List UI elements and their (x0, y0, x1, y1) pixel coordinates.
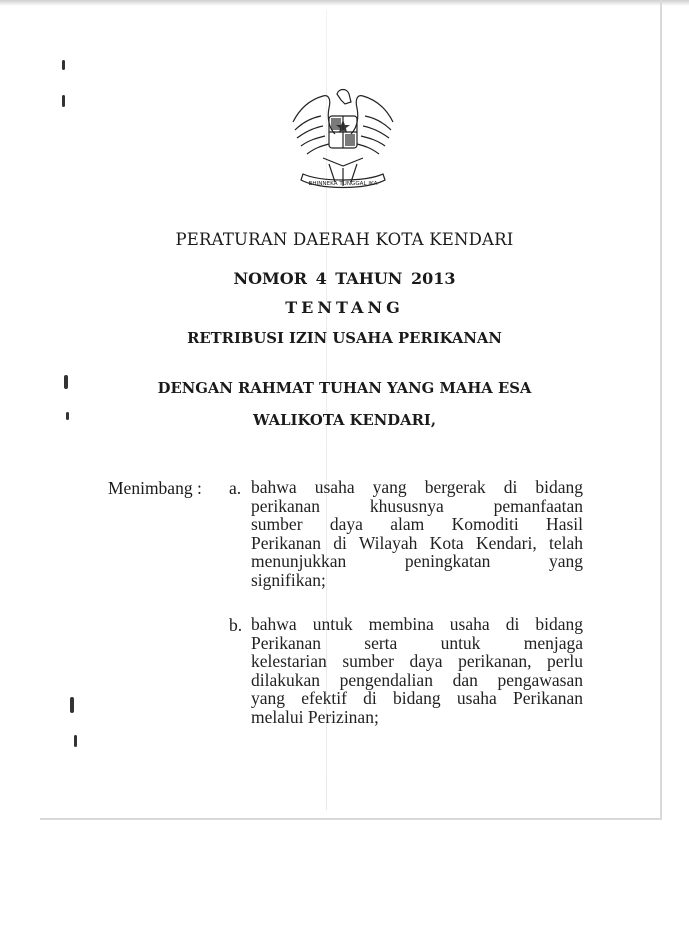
issuing-authority: WALIKOTA KENDARI, (252, 412, 436, 429)
scan-top-shadow (0, 0, 689, 6)
scan-page-edge-bottom (40, 818, 662, 820)
garuda-pancasila-emblem (279, 82, 407, 200)
clause-line: Perikanan di Wilayah Kota Kendari, telah (251, 532, 583, 553)
clause-line: yang efektif di bidang usaha Perikanan (251, 688, 583, 708)
clause-line: bahwa untuk membina usaha di bidang (251, 614, 583, 634)
clause-letter: a. (229, 478, 242, 498)
clause-line: kelestarian sumber daya perikanan, perlu (251, 651, 583, 671)
binding-mark (74, 735, 77, 747)
emblem-motto: BHINNEKA TUNGGAL IKA (308, 181, 378, 187)
menimbang-label: Menimbang : (108, 478, 202, 498)
clause-a-text (251, 478, 583, 589)
clause-b-text (251, 615, 583, 726)
clause-line: Perikanan serta untuk menjaga (251, 632, 583, 653)
clause-line: perikanan khususnya pemanfaatan (251, 495, 583, 516)
document-title: PERATURAN DAERAH KOTA KENDARI (175, 230, 514, 249)
document-number: NOMOR 4 TAHUN 2013 (233, 269, 456, 288)
preamble: DENGAN RAHMAT TUHAN YANG MAHA ESA (157, 380, 532, 397)
binding-mark (70, 697, 74, 713)
binding-mark (62, 60, 65, 70)
binding-mark (62, 95, 65, 107)
clause-line: signifikan; (251, 569, 326, 590)
clause-letter: b. (229, 615, 243, 635)
clause-line: bahwa usaha yang bergerak di bidang (251, 477, 583, 497)
clause-line: sumber daya alam Komoditi Hasil (251, 514, 583, 534)
document-subject: RETRIBUSI IZIN USAHA PERIKANAN (187, 330, 502, 347)
scan-page-edge-right (660, 0, 662, 820)
clause-line: menunjukkan peningkatan yang (251, 551, 583, 571)
clause-line: dilakukan pengendalian dan pengawasan (251, 669, 583, 690)
clause-line: melalui Perizinan; (251, 706, 379, 727)
document-about-label: TENTANG (285, 298, 404, 317)
